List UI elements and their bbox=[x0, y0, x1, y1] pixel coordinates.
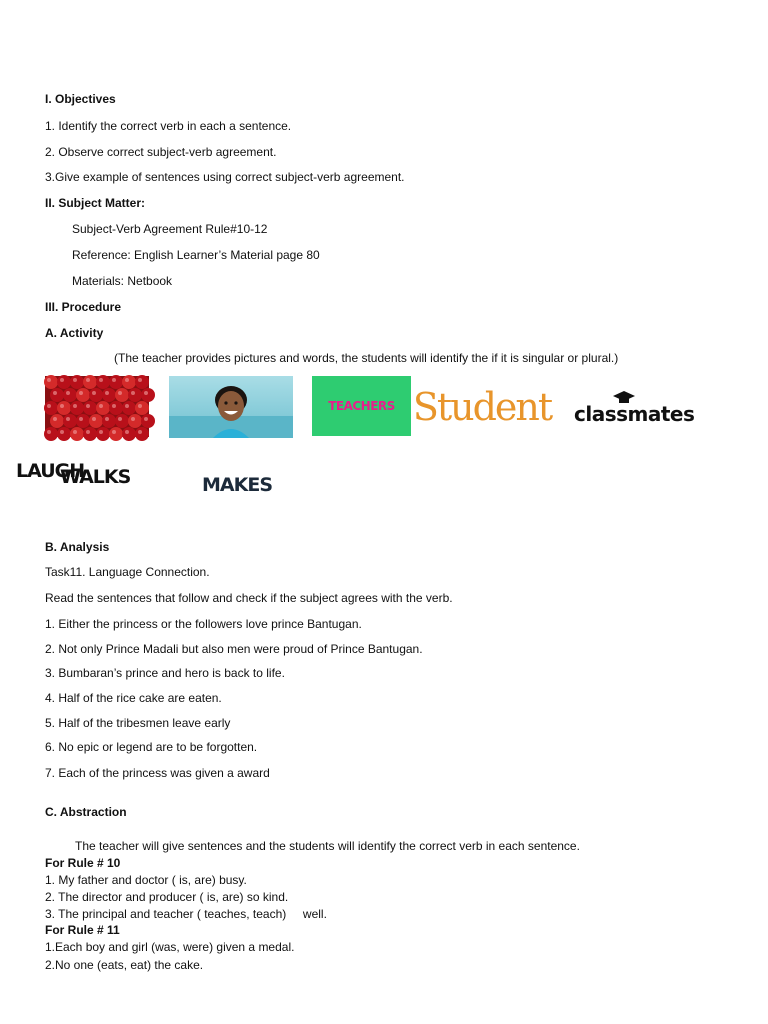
analysis-task: Task11. Language Connection. bbox=[45, 565, 210, 579]
rule11-item: 1.Each boy and girl (was, were) given a medal. bbox=[45, 940, 295, 954]
analysis-item: 5. Half of the tribesmen leave early bbox=[45, 716, 231, 730]
objective-item: 2. Observe correct subject-verb agreement. bbox=[45, 145, 277, 159]
rule10-item: 3. The principal and teacher ( teaches, teach) well. bbox=[45, 907, 327, 921]
apples-illustration bbox=[45, 376, 149, 437]
teachers-card-label: TEACHERS bbox=[328, 399, 395, 413]
classmates-card bbox=[566, 386, 695, 426]
analysis-item: 4. Half of the rice cake are eaten. bbox=[45, 691, 222, 705]
objective-item: 1. Identify the correct verb in each a sentence. bbox=[45, 119, 292, 133]
analysis-item: 7. Each of the princess was given a award bbox=[45, 766, 270, 780]
subject-matter-materials: Materials: Netbook bbox=[72, 274, 173, 288]
analysis-instruction: Read the sentences that follow and check if the subject agrees with the verb. bbox=[45, 591, 453, 605]
student-card-label: Student bbox=[412, 385, 552, 429]
boy-image bbox=[169, 376, 293, 438]
rule11-heading: For Rule # 11 bbox=[45, 923, 120, 937]
word-laugh: LAUGH bbox=[16, 460, 85, 482]
rule10-heading: For Rule # 10 bbox=[45, 856, 121, 870]
activity-heading: A. Activity bbox=[45, 326, 104, 340]
abstraction-instruction: The teacher will give sentences and the students will identify the correct verb in each sentence. bbox=[75, 839, 580, 853]
analysis-item: 3. Bumbaran’s prince and hero is back to life. bbox=[45, 666, 285, 680]
apples-image bbox=[45, 376, 149, 437]
subject-matter-reference: Reference: English Learner’s Material page 80 bbox=[72, 248, 320, 262]
classmates-card-label: classmates bbox=[574, 402, 695, 426]
word-makes: MAKES bbox=[202, 474, 272, 496]
rule10-item: 1. My father and doctor ( is, are) busy. bbox=[45, 873, 247, 887]
objective-item: 3.Give example of sentences using correct subject-verb agreement. bbox=[45, 170, 405, 184]
word-walks: WALKS bbox=[60, 466, 131, 488]
subject-matter-heading: II. Subject Matter: bbox=[45, 196, 146, 210]
procedure-heading: III. Procedure bbox=[45, 300, 122, 314]
teachers-card bbox=[312, 376, 411, 436]
rule10-item: 2. The director and producer ( is, are) so kind. bbox=[45, 890, 289, 904]
subject-matter-topic: Subject-Verb Agreement Rule#10-12 bbox=[72, 222, 268, 236]
analysis-item: 1. Either the princess or the followers love prince Bantugan. bbox=[45, 617, 362, 631]
abstraction-heading: C. Abstraction bbox=[45, 805, 127, 819]
analysis-heading: B. Analysis bbox=[45, 540, 110, 554]
analysis-item: 2. Not only Prince Madali but also men were proud of Prince Bantugan. bbox=[45, 642, 423, 656]
analysis-item: 6. No epic or legend are to be forgotten. bbox=[45, 740, 258, 754]
smiling-boy-illustration bbox=[169, 376, 293, 438]
student-card bbox=[412, 378, 552, 436]
objectives-heading: I. Objectives bbox=[45, 92, 116, 106]
activity-instruction: (The teacher provides pictures and words, the students will identify the if it is singular or plural.) bbox=[114, 351, 619, 365]
rule11-item: 2.No one (eats, eat) the cake. bbox=[45, 958, 204, 972]
